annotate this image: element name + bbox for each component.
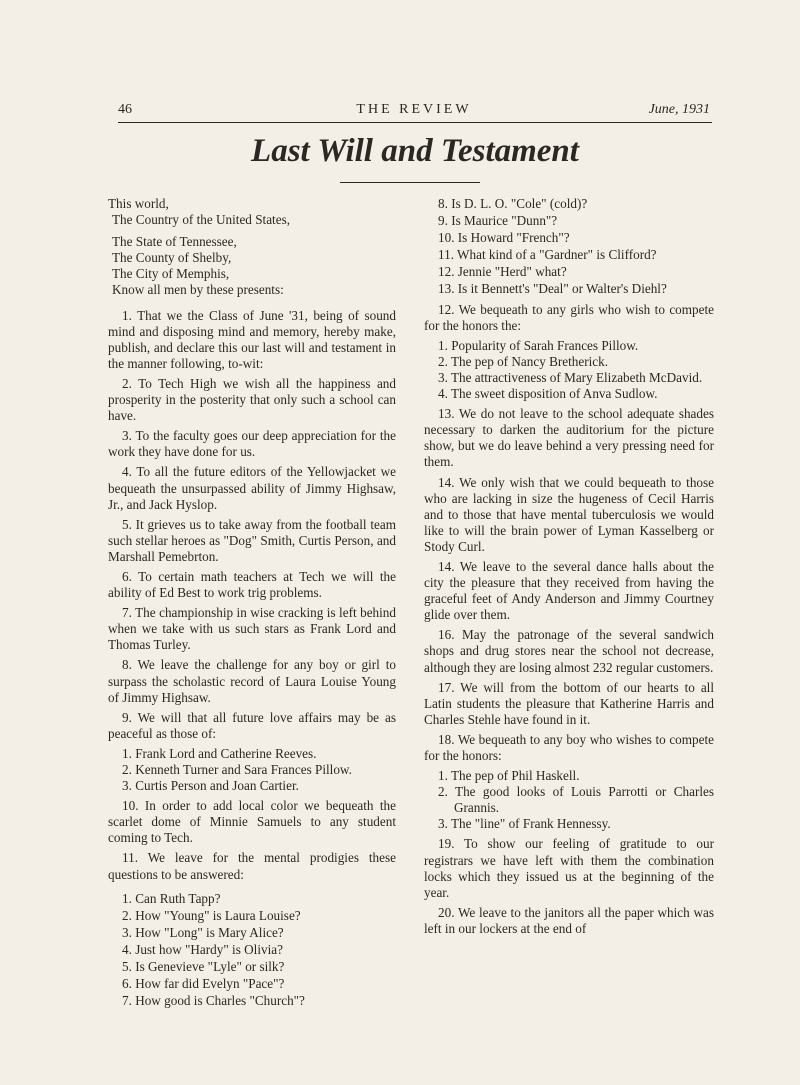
clause-6: 6. To certain math teachers at Tech we will the ability of Ed Best to work trig problems. [108, 568, 396, 601]
list-item: 6. How far did Evelyn "Pace"? [122, 976, 285, 992]
list-item: 8. Is D. L. O. "Cole" (cold)? [438, 196, 588, 211]
girls-honors-list [424, 338, 714, 402]
clause-16: 16. May the patronage of the several sandwich shops and drug stores near the school not decrease, although they are losing almost 232 regular customers. [424, 627, 714, 675]
questions-list-continued [424, 196, 714, 298]
clause-10: 10. In order to add local color we bequeath the scarlet dome of Minnie Samuels to any student coming to Tech. [108, 798, 396, 846]
clause-1: 1. That we the Class of June '31, being of sound mind and disposing mind and memory, hereby make, publish, and declare this our last will and testament in the manner following, to-wit: [108, 307, 396, 371]
list-item: 12. Jennie "Herd" what? [438, 264, 567, 280]
couples-list [108, 746, 396, 794]
list-item: 2. Kenneth Turner and Sara Frances Pillow. [122, 762, 352, 777]
clause-8: 8. We leave the challenge for any boy or girl to surpass the scholastic record of Laura Louise Young of Jimmy Highsaw. [108, 657, 396, 705]
list-item: 4. Just how "Hardy" is Olivia? [122, 941, 283, 957]
boys-honors-list [424, 768, 714, 832]
header-rule [118, 122, 712, 123]
list-item: 1. The pep of Phil Haskell. [438, 768, 580, 784]
list-item: 1. Frank Lord and Catherine Reeves. [122, 745, 317, 761]
clause-19: 19. To show our feeling of gratitude to our registrars we have left with them the combination locks which they issued us at the beginning of the year. [424, 836, 714, 900]
address-line: The State of Tennessee, [112, 234, 237, 250]
list-item: 3. Curtis Person and Joan Cartier. [122, 778, 299, 794]
address-line: Know all men by these presents: [112, 282, 284, 298]
list-item: 4. The sweet disposition of Anva Sudlow. [438, 386, 658, 402]
list-item: 5. Is Genevieve "Lyle" or silk? [122, 959, 285, 975]
list-item: 3. The "line" of Frank Hennessy. [438, 816, 611, 832]
article-title: Last Will and Testament [251, 133, 579, 169]
list-item: 13. Is it Bennett's "Deal" or Walter's Diehl? [438, 281, 667, 297]
list-item: 1. Can Ruth Tapp? [122, 890, 221, 906]
address-line: The City of Memphis, [112, 266, 230, 282]
list-item: 3. How "Long" is Mary Alice? [122, 924, 284, 940]
questions-list [108, 891, 396, 1010]
address-block [108, 196, 396, 299]
list-item: 9. Is Maurice "Dunn"? [438, 213, 558, 229]
list-item: 1. Popularity of Sarah Frances Pillow. [438, 337, 639, 353]
list-item: 2. The pep of Nancy Bretherick. [438, 353, 609, 369]
clause-18: 18. We bequeath to any boy who wishes to compete for the honors: [424, 731, 714, 763]
list-item: 7. How good is Charles "Church"? [122, 993, 305, 1009]
clause-13: 13. We do not leave to the school adequate shades necessary to darken the auditorium for the picture show, but we do leave behind a very pressing need for them. [424, 406, 714, 470]
clause-5: 5. It grieves us to take away from the football team such stellar heroes as "Dog" Smith, Curtis Person, and Marshall Pemebrton. [108, 516, 396, 564]
address-line: The County of Shelby, [112, 250, 232, 266]
magazine-name: THE REVIEW [356, 102, 472, 117]
clause-17: 17. We will from the bottom of our hearts to all Latin students the pleasure that Katherine Harris and Charles Stehle have found in it. [424, 679, 714, 727]
left-column [108, 196, 396, 1013]
right-column [424, 196, 714, 941]
clause-11: 11. We leave for the mental prodigies these questions to be answered: [108, 850, 396, 882]
list-item: 3. The attractiveness of Mary Elizabeth McDavid. [438, 369, 703, 385]
clause-14b: 14. We leave to the several dance halls about the city the pleasure that they received from having the graceful feet of Andy Anderson and Jimmy Courtney glide over them. [424, 558, 714, 623]
list-item: 11. What kind of a "Gardner" is Clifford? [438, 247, 657, 263]
clause-2: 2. To Tech High we wish all the happiness and prosperity in the posterity that only such a school can have. [108, 375, 396, 424]
list-item: 2. The good looks of Louis Parrotti or Charles Grannis. [438, 784, 714, 816]
title-underline [340, 182, 480, 183]
running-header [118, 100, 710, 120]
clause-20: 20. We leave to the janitors all the paper which was left in our lockers at the end of [424, 904, 714, 936]
clause-3: 3. To the faculty goes our deep appreciation for the work they have done for us. [108, 428, 396, 460]
issue-date: June, 1931 [648, 102, 710, 117]
clause-14: 14. We only wish that we could bequeath to those who are lacking in size the hugeness of Cecil Harris and to those that have mental tuberculosis we would like to will the brain power of Lyman Kasselberg or Stody Curl. [424, 474, 714, 554]
address-line: This world, [108, 196, 169, 211]
address-line: The Country of the United States, [112, 212, 290, 228]
clause-12: 12. We bequeath to any girls who wish to compete for the honors the: [424, 301, 714, 333]
list-item: 2. How "Young" is Laura Louise? [122, 907, 301, 923]
clause-4: 4. To all the future editors of the Yellowjacket we bequeath the unsurpassed ability of Jimmy Highsaw, Jr., and Jack Hyslop. [108, 464, 396, 512]
clause-9: 9. We will that all future love affairs may be as peaceful as those of: [108, 709, 396, 741]
list-item: 10. Is Howard "French"? [438, 230, 570, 246]
clause-7: 7. The championship in wise cracking is left behind when we take with us such stars as Frank Lord and Thomas Turley. [108, 605, 396, 653]
page-number: 46 [118, 102, 132, 117]
